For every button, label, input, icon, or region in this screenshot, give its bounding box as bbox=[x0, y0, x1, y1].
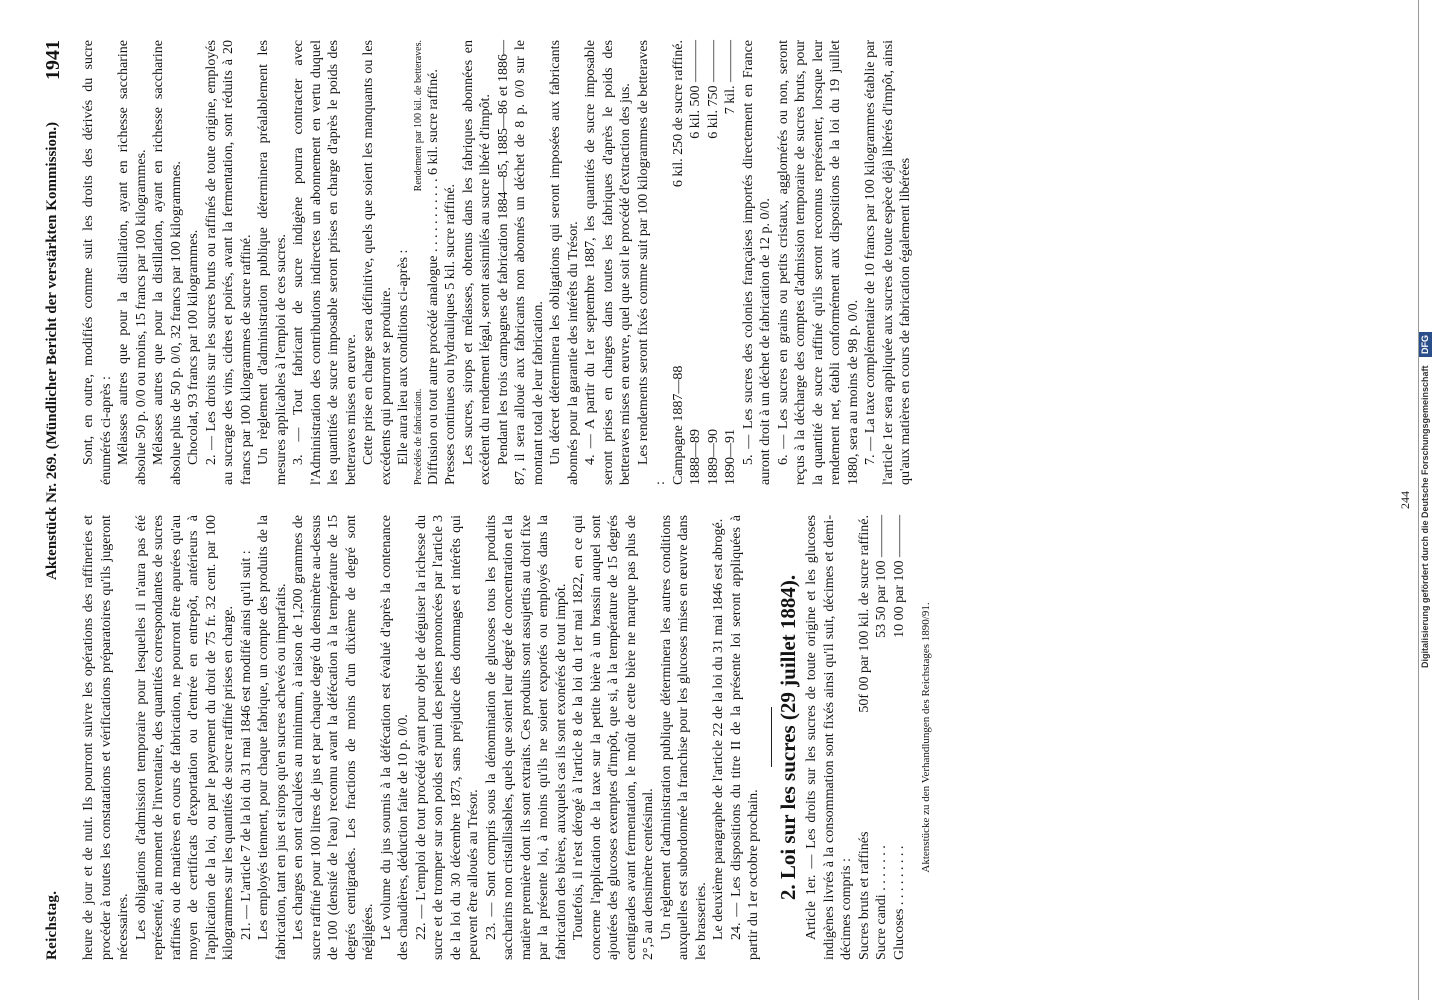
paragraph: 5. — Les sucres des colonies françaises importés directement en France auront droit à un déchet de fabrication de 12 p. 0/0. bbox=[740, 40, 773, 485]
paragraph: heure de jour et de nuit. Ils pourront suivre les opérations des raffineries et procéder à toutes les constatations et vérifications préparatoires qu'ils jugeront nécessaires. bbox=[81, 515, 131, 960]
paragraph: Le volume du jus soumis à la défécation est évalué d'après la contenance des chaudières, déduction faite de 10 p. 0/0. bbox=[378, 515, 411, 960]
paragraph: Mélasses autres que pour la distillation, ayant en richesse saccharine absolue plus de 50 p. 0/0, 32 francs par 100 kilogrammes. bbox=[151, 40, 184, 485]
paragraph: Les obligations d'admission temporaire pour lesquelles il n'aura pas été représenté, au moment de l'inventaire, des quantités correspondantes de sucres raffinés ou de matières en cours de fabrication, ne pourront être apurées qu'au moyen de certificats d'exportation ou d'entrée en entrepôt, antérieurs à l'application de la loi, ou par le payement du droit de 75 fr. 32 cent. par 100 kilogrammes sur les quantités de sucre raffiné prises en charge. bbox=[133, 515, 236, 960]
paragraph: Le deuxième paragraphe de l'article 22 de la loi du 31 mai 1846 est abrogé. bbox=[711, 518, 726, 940]
paragraph: 21. — L'article 7 de la loi du 31 mai 1846 est modifié ainsi qu'il suit : bbox=[238, 550, 254, 940]
paragraph: Cette prise en charge sera définitive, quels que soient les manquants ou les excédents qui pourront se produire. bbox=[361, 40, 394, 485]
procedure-header: Procédés de fabrication. Rendement par 100 kil. de betteraves. bbox=[412, 40, 424, 485]
campaign-row: 1890—91 7 kil. ——— bbox=[723, 40, 738, 485]
paragraph: 6. — Les sucres en grains ou petits cristaux, agglomérés ou non, seront reçus à la décharge des comptes d'admission temporaire de sucres bruts, pour la quantité de sucre raffiné qu'ils seront reconnus représenter, lorsque leur rendement net, établi conformément aux dispositions de la loi du 19 juillet 1880, sera au moins de 98 p. 0/0. bbox=[775, 40, 861, 485]
paragraph: 24. — Les dispositions du titre II de la présente loi seront appliquées à partir du 1er octobre prochain. bbox=[728, 515, 761, 960]
bottom-page-number: 244 bbox=[1398, 491, 1412, 509]
procedure-row: Diffusion ou tout autre procédé analogue . . . . . . . . . . . 6 kil. sucre raffiné. bbox=[425, 69, 441, 485]
right-column bbox=[80, 40, 915, 485]
paragraph: 2. — Les droits sur les sucres bruts ou raffinés de toute origine, employés au sucrage des vins, cidres et poirés, avant la fermentation, sont réduits à 20 francs par 100 kilogrammes de sucre raffiné. bbox=[203, 40, 254, 485]
paragraph: 3. — Tout fabricant de sucre indigène pourra contracter avec l'Administration des contributions indirectes un abonnement en vertu duquel les quantités de sucre imposable seront prises en charge d'après le poids des betteraves mises en œuvre. bbox=[291, 40, 359, 485]
campaign-row: Campagne 1887—88 6 kil. 250 de sucre raffiné. bbox=[670, 40, 686, 485]
paragraph: Les sucres, sirops et mélasses, obtenus dans les fabriques abonnées en excédent du rendement légal, seront assimilés au sucre libéré d'impôt. bbox=[460, 40, 493, 485]
footer-note: Aktenstücke zu den Verhandlungen des Reichstages 1890/91. bbox=[920, 602, 932, 873]
divider bbox=[771, 708, 772, 768]
paragraph: Les employés tiennent, pour chaque fabrique, un compte des produits de la fabrication, tant en jus et sirops qu'en sucres achevés ou imparfaits. bbox=[256, 515, 289, 960]
page-header bbox=[38, 40, 68, 960]
paragraph: 23. — Sont compris sous la dénomination de glucoses tous les produits saccharins non cristallisables, quels que soient leur degré de concentration et la matière première dont ils sont extraits. Ces produits sont assujettis au droit fixe par la présente loi, à moins qu'ils ne soient exportés ou employés dans la fabrication des bières, auxquels cas ils sont exonérés de tout impôt. bbox=[483, 515, 569, 960]
paragraph: Sont, en outre, modifiés comme suit les droits des dérivés du sucre énumérés ci-après : bbox=[81, 40, 114, 485]
campaign-row: 1889—90 6 kil. 750 ——— bbox=[705, 40, 721, 485]
paragraph: Mélasses autres que pour la distillation, ayant en richesse saccharine absolue 50 p. 0/0 ou moins, 15 francs par 100 kilogrammes. bbox=[116, 40, 149, 485]
paragraph: Les charges en sont calculées au minimum, à raison de 1,200 grammes de sucre raffiné pour 100 litres de jus et par chaque degré du densimètre au-dessus de 100 (densité de l'eau) reconnu avant la défécation à la température de 15 degrés centigrades. Les fractions de moins d'un dixième de degré sont négligées. bbox=[291, 515, 376, 960]
paragraph: Un règlement d'administration publique déterminera préalablement les mesures applicables à l'emploi de ces sucres. bbox=[256, 40, 289, 485]
paragraph: 4. — A partir du 1er septembre 1887, les quantités de sucre imposable seront prises en charges dans toutes les fabriques d'après le poids des betteraves mises en œuvre, quel que soit le procédé d'extraction des jus. bbox=[583, 40, 633, 485]
tariff-row: Sucres bruts et raffinés 50f 00 par 100 kil. de sucre raffiné. bbox=[856, 515, 872, 960]
credit-text: Digitalisierung gefördert durch die Deutsche Forschungsgemeinschaft bbox=[1420, 365, 1430, 669]
tariff-row: Glucoses . . . . . . . . . 10 00 par 100 ——— bbox=[891, 515, 907, 960]
paragraph: Les rendements seront fixés comme suit par 100 kilogrammes de betteraves : bbox=[635, 40, 668, 485]
paragraph: Un décret déterminera les obligations qui seront imposées aux fabricants abonnés pour la garantie des intérêts du Trésor. bbox=[548, 40, 581, 485]
paragraph: Toutefois, il n'est dérogé à l'article 8 de la loi du 1er mai 1822, en ce qui concerne l'application de la taxe sur la petite bière à un brassin auquel sont ajoutées des glucoses exemptes d'impôt, que si, à la température de 15 degrés centigrades avant fermentation, le moût de cette bière ne marque pas plus de 2°,5 au densimètre centésimal. bbox=[571, 515, 656, 960]
header-center: Aktenstück Nr. 269. (Mündlicher Bericht der verstärkten Kommission.) bbox=[44, 121, 60, 580]
dfg-logo: DFG bbox=[1419, 332, 1432, 357]
paragraph: 7. — La taxe complémentaire de 10 francs par 100 kilogrammes établie par l'article 1er sera appliquée aux sucres de toute espèce déjà libérés d'impôt, ainsi qu'aux matières en cours de fabrication également libérées bbox=[863, 40, 913, 485]
procedure-row: Presses continues ou hydrauliques 5 kil. sucre raffiné. bbox=[443, 183, 458, 485]
paragraph: Un règlement d'administration publique déterminera les autres conditions auxquelles est subordonnée la franchise pour les glucoses mises en œuvre dans les brasseries. bbox=[658, 515, 709, 960]
paragraph: Article 1er. — Les droits sur les sucres de toute origine et les glucoses indigènes livrés à la consommation sont fixés ainsi qu'il suit, décimes et demi-décimes compris : bbox=[804, 515, 854, 960]
paragraph: Elle aura lieu aux conditions ci-après : bbox=[396, 249, 411, 465]
digitization-credit bbox=[1418, 0, 1432, 1000]
header-left: Reichstag. bbox=[44, 890, 60, 960]
paragraph: Chocolat, 93 francs par 100 kilogrammes. bbox=[186, 229, 201, 465]
paragraph: 22. — L'emploi de tout procédé ayant pour objet de déguiser la richesse du sucre et de tromper sur son poids est puni des peines prononcées par l'article 3 de la loi du 30 décembre 1873, sans préjudice des dommages et intérêts qui peuvent être alloués au Trésor. bbox=[413, 515, 481, 960]
section-title: 2. Loi sur les sucres (29 juillet 1884). bbox=[775, 574, 800, 901]
left-column bbox=[80, 515, 936, 960]
campaign-row: 1888—89 6 kil. 500 ——— bbox=[688, 40, 703, 485]
tariff-row: Sucre candi . . . . . . . 53 50 par 100 ——— bbox=[874, 515, 889, 960]
paragraph: Pendant les trois campagnes de fabrication 1884—85, 1885—86 et 1886—87, il sera alloué aux fabricants non abonnés un déchet de 8 p. 0/0 sur le montant total de leur fabrication. bbox=[495, 40, 546, 485]
page-number: 1941 bbox=[42, 40, 64, 80]
